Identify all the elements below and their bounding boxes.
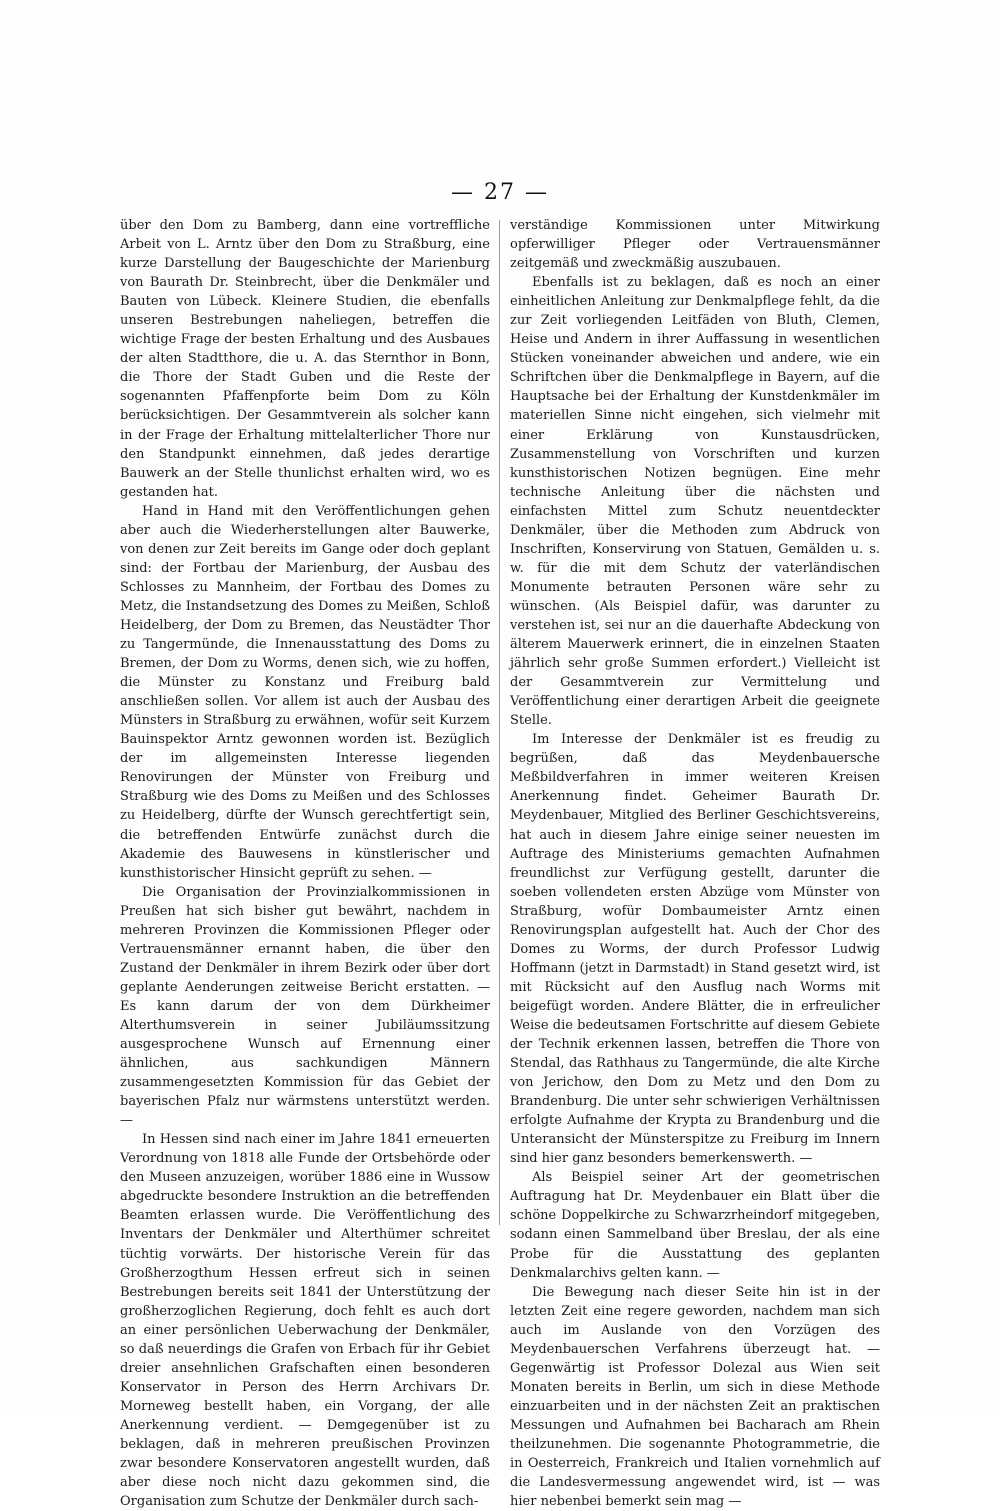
- page-number: — 27 —: [451, 180, 549, 205]
- paragraph: Die Bewegung nach dieser Seite hin ist in der letzten Zeit eine regere geworden, nachdem man sich auch im Auslande von den Vorzügen des Meydenbauerschen Verfahrens überzeugt hat. — Gegenwärtig ist Professor Dolezal aus Wien seit Monaten bereits in Berlin, um sich in diese Methode einzuarbeiten und in der nächsten Zeit an praktischen Messungen und Aufnahmen bei Bacharach am Rhein theilzunehmen. Die sogenannte Photogrammetrie, die in Oesterreich, Frankreich und Italien vornehmlich auf die Landesvermessung angewendet wird, ist — was hier nebenbei bemerkt sein mag —: [510, 1284, 880, 1510]
- left-text-column: [120, 216, 490, 1511]
- column-divider: [499, 220, 500, 1225]
- paragraph: Hand in Hand mit den Veröffentlichungen gehen aber auch die Wiederherstellungen alter Bauwerke, von denen zur Zeit bereits im Gange oder doch geplant sind: der Fortbau der Marienburg, der Ausbau des Schlosses zu Mannheim, der Fortbau des Domes zu Metz, die Instandsetzung des Domes zu Meißen, Schloß Heidelberg, der Dom zu Bremen, das Neustädter Thor zu Tangermünde, die Innenausstattung des Doms zu Bremen, der Dom zu Worms, denen sich, wie zu hoffen, die Münster zu Konstanz und Freiburg bald anschließen sollen. Vor allem ist auch der Ausbau des Münsters in Straßburg zu erwähnen, wofür seit Kurzem Bauinspektor Arntz gewonnen worden ist. Bezüglich der im allgemeinsten Interesse liegenden Renovirungen der Münster von Freiburg und Straßburg wie des Doms zu Meißen und des Schlosses zu Heidelberg, dürfte der Wunsch gerechtfertigt sein, die betreffenden Entwürfe zunächst durch die Akademie des Bauwesens in künstlerischer und kunsthistorischer Hinsicht geprüft zu sehen. —: [120, 503, 490, 881]
- paragraph: über den Dom zu Bamberg, dann eine vortreffliche Arbeit von L. Arntz über den Dom zu Straßburg, eine kurze Darstellung der Baugeschichte der Marienburg von Baurath Dr. Steinbrecht, über die Denkmäler und Bauten von Lübeck. Kleinere Studien, die ebenfalls unseren Bestrebungen naheliegen, betreffen die wichtige Frage der besten Erhaltung und des Ausbaues der alten Stadtthore, die u. A. das Sternthor in Bonn, die Thore der Stadt Guben und die Reste der sogenannten Pfaffenpforte beim Dom zu Köln berücksichtigen. Der Gesammtverein als solcher kann in der Frage der Erhaltung mittelalterlicher Thore nur den Standpunkt einnehmen, daß jedes derartige Bauwerk an der Stelle thunlichst erhalten wird, wo es gestanden hat.: [120, 218, 490, 500]
- paragraph: Ebenfalls ist zu beklagen, daß es noch an einer einheitlichen Anleitung zur Denkmalpflege fehlt, da die zur Zeit vorliegenden Leitfäden von Bluth, Clemen, Heise und Andern in ihrer Auffassung in wesentlichen Stücken voneinander abweichen und andere, wie ein Schriftchen über die Denkmalpflege in Bayern, auf die Hauptsache bei der Erhaltung der Kunstdenkmäler im materiellen Sinne nicht eingehen, sich vielmehr mit einer Erklärung von Kunstausdrücken, Zusammenstellung von Vorschriften und kurzen kunsthistorischen Notizen begnügen. Eine mehr technische Anleitung über die nächsten und einfachsten Mittel zum Schutz neuentdeckter Denkmäler, über die Methoden zum Abdruck von Inschriften, Konservirung von Statuen, Gemälden u. s. w. für die mit dem Schutz der vaterländischen Monumente betrauten Personen wäre sehr zu wünschen. (Als Beispiel dafür, was darunter zu verstehen ist, sei nur an die dauerhafte Abdeckung von älterem Mauerwerk erinnert, die in einzelnen Staaten jährlich sehr große Summen erfordert.) Vielleicht ist der Gesammtverein zur Vermittelung und Veröffentlichung einer derartigen Arbeit die geeignete Stelle.: [510, 275, 880, 729]
- paragraph: verständige Kommissionen unter Mitwirkung opferwilliger Pfleger oder Vertrauensmänner zeitgemäß und zweckmäßig auszubauen.: [510, 218, 880, 272]
- paragraph: In Hessen sind nach einer im Jahre 1841 erneuerten Verordnung von 1818 alle Funde der Ortsbehörde oder den Museen anzuzeigen, worüber 1886 eine in Wussow abgedruckte besondere Instruktion an die betreffenden Beamten erlassen wurde. Die Veröffentlichung des Inventars der Denkmäler und Alterthümer schreitet tüchtig vorwärts. Der historische Verein für das Großherzogthum Hessen erfreut sich in seinen Bestrebungen bereits seit 1841 der Unterstützung der großherzoglichen Regierung, doch fehlt es auch dort an einer persönlichen Ueberwachung der Denkmäler, so daß neuerdings die Grafen von Erbach für ihr Gebiet dreier ansehnlichen Grafschaften einen besonderen Konservator in Person des Herrn Archivars Dr. Morneweg bestellt haben, ein Vorgang, der alle Anerkennung verdient. — Demgegenüber ist zu beklagen, daß in mehreren preußischen Provinzen zwar besondere Konservatoren angestellt wurden, daß aber diese noch nicht dazu gekommen sind, die Organisation zum Schutze der Denkmäler durch sach-: [120, 1132, 490, 1510]
- paragraph: Im Interesse der Denkmäler ist es freudig zu begrüßen, daß das Meydenbauersche Meßbildverfahren in immer weiteren Kreisen Anerkennung findet. Geheimer Baurath Dr. Meydenbauer, Mitglied des Berliner Geschichtsvereins, hat auch in diesem Jahre einige seiner neuesten im Auftrage des Ministeriums gemachten Aufnahmen freundlichst zur Verfügung gestellt, darunter die soeben vollendeten ersten Abzüge vom Münster von Straßburg, wofür Dombaumeister Arntz einen Renovirungsplan aufgestellt hat. Auch der Chor des Domes zu Worms, der durch Professor Ludwig Hoffmann (jetzt in Darmstadt) in Stand gesetzt wird, ist mit Rücksicht auf den Ausflug nach Worms mit beigefügt worden. Andere Blätter, die in erfreulicher Weise die bedeutsamen Fortschritte auf diesem Gebiete der Technik erkennen lassen, betreffen die Thore von Stendal, das Rathhaus zu Tangermünde, die alte Kirche von Jerichow, den Dom zu Metz und den Dom zu Brandenburg. Die unter sehr schwierigen Verhältnissen erfolgte Aufnahme der Krypta zu Brandenburg und die Unteransicht der Münsterspitze zu Freiburg im Innern sind hier ganz besonders bemerkenswerth. —: [510, 732, 880, 1167]
- paragraph: Als Beispiel seiner Art der geometrischen Auftragung hat Dr. Meydenbauer ein Blatt über die schöne Doppelkirche zu Schwarzrheindorf mitgegeben, sodann einen Sammelband über Breslau, der als eine Probe für die Ausstattung des geplanten Denkmalarchivs gelten kann. —: [510, 1170, 880, 1281]
- right-text-column: [510, 216, 880, 1511]
- paragraph: Die Organisation der Provinzialkommissionen in Preußen hat sich bisher gut bewährt, nachdem in mehreren Provinzen die Kommissionen Pfleger oder Vertrauensmänner ernannt haben, die über den Zustand der Denkmäler in ihrem Bezirk oder über dort geplante Aenderungen zeitweise Bericht erstatten. — Es kann darum der von dem Dürkheimer Alterthumsverein in seiner Jubiläumssitzung ausgesprochene Wunsch auf Ernennung einer ähnlichen, aus sachkundigen Männern zusammengesetzten Kommission für das Gebiet der bayerischen Pfalz nur wärmstens unterstützt werden. —: [120, 884, 490, 1129]
